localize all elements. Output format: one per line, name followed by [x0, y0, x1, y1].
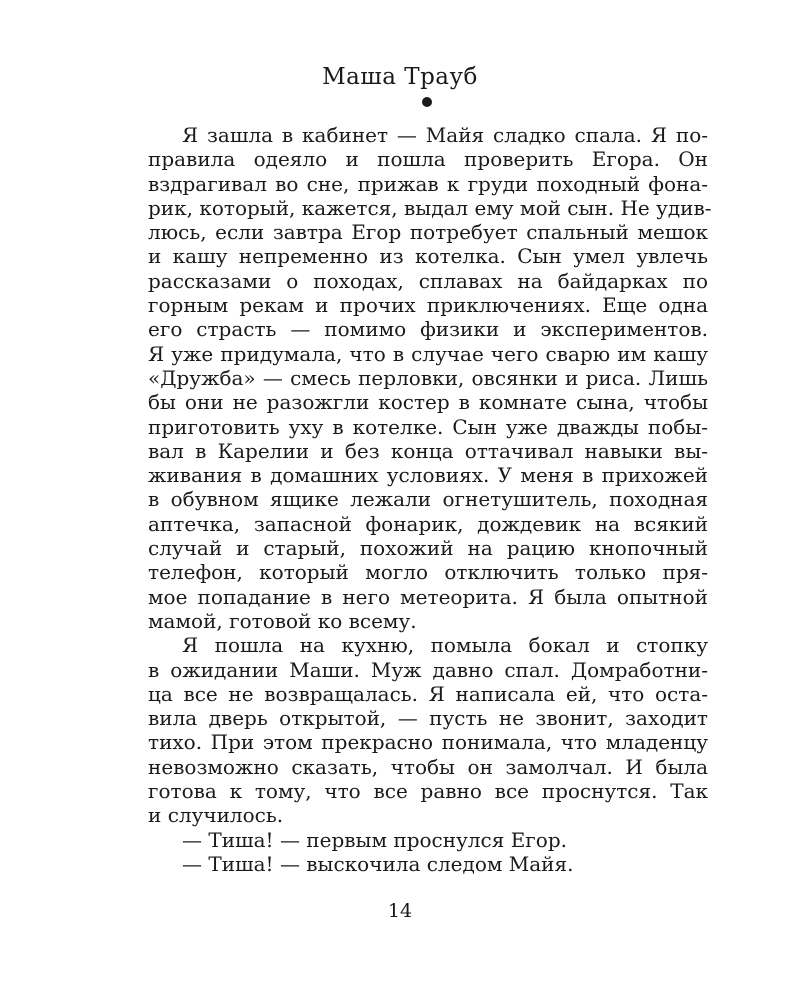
text-line: рик, который, кажется, выдал ему мой сын. Не удив- — [148, 195, 712, 220]
text-line: телефон, который могло отключить только пря- — [148, 560, 708, 585]
text-line: его страсть — помимо физики и экспериментов. — [148, 317, 708, 342]
text-line: «Дружба» — смесь перловки, овсянки и риса. Лишь — [148, 365, 708, 390]
page-number: 14 — [387, 900, 413, 922]
text-line: мамой, готовой ко всему. — [148, 608, 417, 633]
running-head-author: Маша Трауб — [322, 64, 478, 90]
body-text — [148, 123, 712, 876]
text-line: аптечка, запасной фонарик, дождевик на всякий — [148, 511, 708, 536]
text-line: Я зашла в кабинет — Майя сладко спала. Я по- — [182, 123, 708, 147]
text-line: в обувном ящике лежали огнетушитель, походная — [148, 487, 708, 512]
text-line: — Тиша! — первым проснулся Егор. — [182, 827, 567, 852]
text-line: приготовить уху в котелке. Сын уже дважды побы- — [148, 414, 708, 439]
text-line: в ожидании Маши. Муж давно спал. Домработни- — [148, 657, 708, 682]
text-line: живания в домашних условиях. У меня в прихожей — [148, 463, 708, 488]
text-line: тихо. При этом прекрасно понимала, что младенцу — [148, 730, 708, 755]
text-line: рассказами о походах, сплавах на байдарках по — [148, 268, 708, 293]
text-line: ца все не возвращалась. Я написала ей, что оста- — [148, 681, 708, 706]
text-line: случай и старый, похожий на рацию кнопочный — [148, 536, 708, 561]
text-line: люсь, если завтра Егор потребует спальный мешок — [148, 220, 708, 245]
text-line: и кашу непременно из котелка. Сын умел увлечь — [148, 244, 708, 269]
text-line: невозможно сказать, чтобы он замолчал. И была — [148, 754, 708, 779]
text-line: Я пошла на кухню, помыла бокал и стопку — [182, 633, 708, 658]
text-line: и случилось. — [148, 803, 284, 828]
text-line: вал в Карелии и без конца оттачивал навыки вы- — [148, 438, 708, 463]
text-line: горным рекам и прочих приключениях. Еще одна — [148, 293, 708, 318]
text-line: — Тиша! — выскочила следом Майя. — [182, 851, 574, 876]
text-line: вздрагивал во сне, прижав к груди походный фона- — [148, 171, 708, 196]
text-line: бы они не разожгли костер в комнате сына, чтобы — [148, 390, 708, 415]
text-line: готова к тому, что все равно все проснутся. Так — [148, 779, 708, 804]
text-line: правила одеяло и пошла проверить Егора. Он — [148, 147, 708, 172]
text-line: вила дверь открытой, — пусть не звонит, заходит — [148, 706, 708, 731]
text-line: Я уже придумала, что в случае чего сварю им кашу — [148, 341, 708, 366]
bullet-ornament — [422, 97, 432, 107]
text-line: мое попадание в него метеорита. Я была опытной — [148, 584, 708, 609]
